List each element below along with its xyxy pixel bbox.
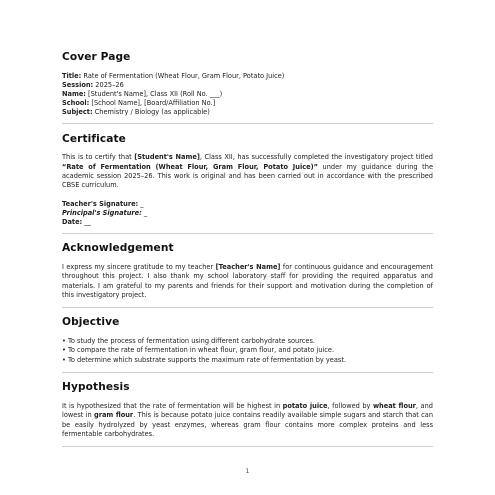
hypothesis-heading: Hypothesis [62,381,130,394]
hypothesis-section [62,373,433,447]
substrate-wheat-flour: wheat flour [372,402,416,411]
principal-signature-label: Principal's Signature: [62,208,142,217]
teacher-signature-line [62,200,433,209]
date-line [62,218,433,227]
name-value: [Student's Name], Class XII (Roll No. ___) [85,90,223,99]
page-number: 1 [245,468,250,475]
cover-section [62,0,433,124]
objective-list [62,337,433,365]
list-item: • To compare the rate of fermentation in wheat flour, gram flour, and potato juice. [62,346,433,355]
hypothesis-text-part: It is hypothesized that the rate of fermentation will be highest in [62,402,283,411]
certificate-text-part: under my guidance during the academic session 2025–26. This work is original and has been carried out in accordance with the prescribed CBSE curriculum. [62,162,434,190]
teacher-signature-label: Teacher's Signature: [62,199,139,208]
cover-session-line [62,81,433,90]
teacher-name-placeholder: [Teacher's Name] [215,262,281,271]
principal-signature-line [62,209,433,218]
student-name-placeholder: [Student's Name] [134,153,200,162]
substrate-potato-juice: potato juice [282,402,328,411]
name-label: Name: [62,90,86,99]
session-value: 2025–26 [93,81,124,90]
subject-label: Subject: [62,108,93,117]
principal-signature-blank: _ [141,208,148,217]
hypothesis-text [62,402,433,439]
certificate-text [62,153,433,190]
teacher-signature-blank: _ [138,199,144,208]
list-item: • To determine which substrate supports the maximum rate of fermentation by yeast. [62,356,433,365]
acknowledgement-text [62,263,433,300]
section-divider [62,446,433,447]
session-label: Session: [62,81,94,90]
certificate-text-part: , Class XII, has successfully completed the investigatory project titled [199,153,433,162]
certificate-section [62,124,433,233]
cover-subject-line [62,108,433,117]
school-label: School: [62,99,90,108]
certificate-text-part: This is to certify that [62,153,135,162]
substrate-gram-flour: gram flour [94,411,134,420]
objective-section [62,308,433,373]
cover-heading: Cover Page [62,51,131,63]
certificate-heading: Certificate [62,133,126,146]
hypothesis-text-part: , and lowest in [62,402,433,420]
subject-value: Chemistry / Biology (as applicable) [92,108,210,117]
school-value: [School Name], [Board/Affiliation No.] [89,99,216,108]
objective-heading: Objective [62,316,120,329]
hypothesis-text-part: . This is because potato juice contains readily available simple sugars and starch that can be easily hydrolyzed by yeast enzymes, whereas gram flour contains more complex proteins and less fermentable carbohydrates. [62,411,434,438]
acknowledgement-text-part: for continuous guidance and encouragement throughout this project. I also thank my school laboratory staff for providing the required apparatus and materials. I am grateful to my parents and friends for their support and motivation during the completion of this investigatory project. [62,262,433,299]
title-label: Title: [62,72,82,80]
acknowledgement-heading: Acknowledgement [62,241,174,254]
date-label: Date: [62,217,83,226]
project-title: “Rate of Fermentation (Wheat Flour, Gram Flour, Potato Juice)” [62,162,318,171]
date-blank: __ [82,217,91,226]
cover-title-line [62,72,433,81]
acknowledgement-text-part: I express my sincere gratitude to my teacher [62,262,216,271]
title-value: Rate of Fermentation (Wheat Flour, Gram Flour, Potato Juice) [81,72,285,80]
hypothesis-text-part: , followed by [327,402,373,411]
acknowledgement-section [62,234,433,308]
list-item: • To study the process of fermentation using different carbohydrate sources. [62,337,433,346]
cover-school-line [62,99,433,108]
cover-name-line [62,90,433,99]
